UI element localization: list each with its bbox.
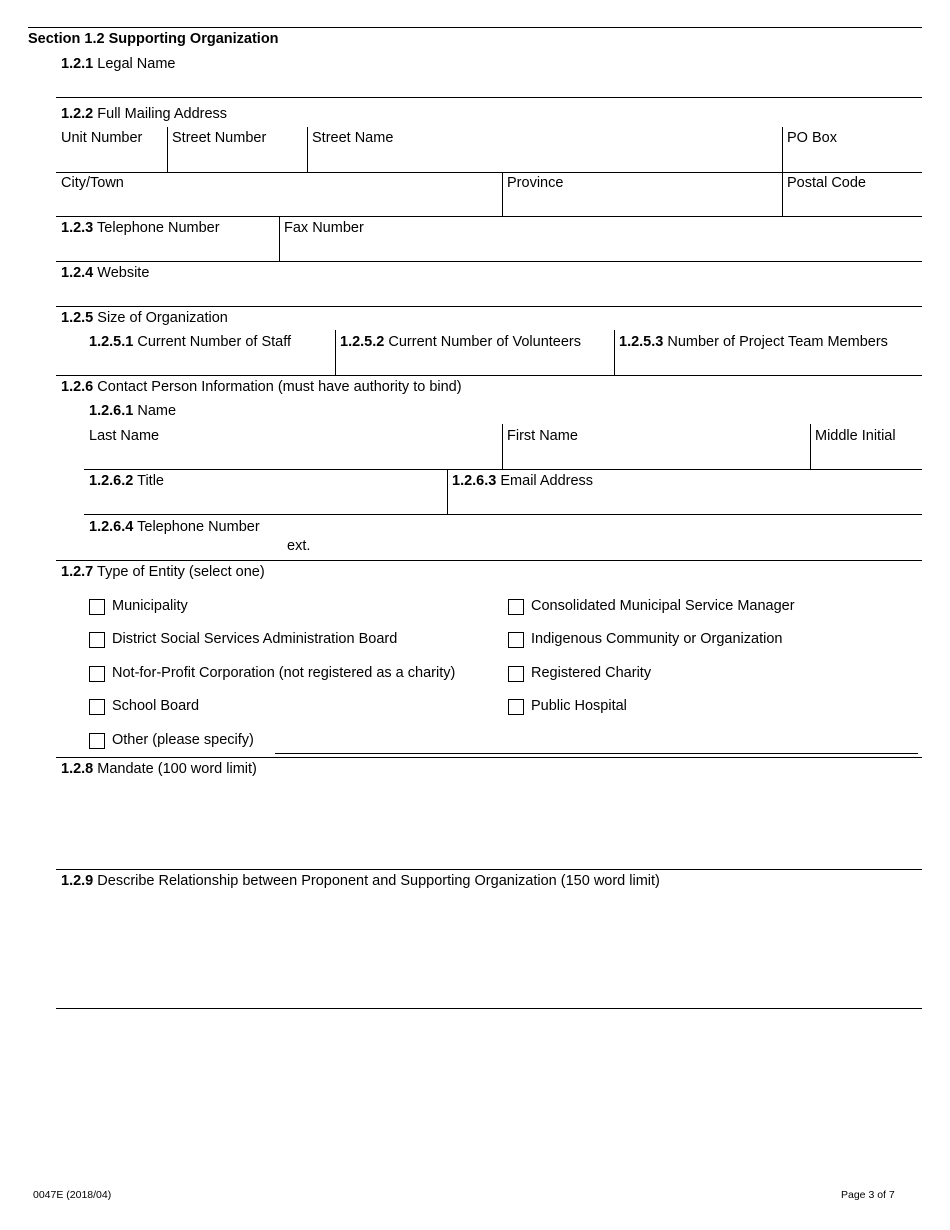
entity-type-label: 1.2.7 Type of Entity (select one) [61, 564, 265, 580]
section-top-rule [28, 27, 922, 28]
mandate-label: 1.2.8 Mandate (100 word limit) [61, 761, 257, 777]
last-name-field[interactable] [84, 447, 502, 469]
option-not-for-profit: Not-for-Profit Corporation (not registered as a charity) [112, 665, 456, 681]
divider [56, 97, 922, 98]
contact-person-label: 1.2.6 Contact Person Information (must have authority to bind) [61, 379, 462, 395]
middle-initial-field[interactable] [811, 447, 922, 469]
postal-code-label: Postal Code [787, 175, 866, 191]
option-school-board: School Board [112, 698, 200, 714]
unit-number-field[interactable] [56, 148, 167, 172]
checkbox-school-board[interactable] [89, 699, 105, 715]
checkbox-indigenous[interactable] [508, 632, 524, 648]
checkbox-municipality[interactable] [89, 599, 105, 615]
divider [56, 172, 922, 173]
option-cmsm: Consolidated Municipal Service Manager [531, 598, 795, 614]
first-name-field[interactable] [503, 447, 810, 469]
relationship-field[interactable] [56, 893, 922, 1008]
first-name-label: First Name [507, 428, 578, 444]
website-label: 1.2.4 Website [61, 265, 150, 281]
telephone-label: 1.2.3 Telephone Number [61, 220, 220, 236]
option-dssab: District Social Services Administration Board [112, 631, 398, 647]
street-name-field[interactable] [308, 148, 782, 172]
contact-phone-label: 1.2.6.4 Telephone Number [89, 519, 260, 535]
contact-title-field[interactable] [84, 492, 447, 514]
option-indigenous: Indigenous Community or Organization [531, 631, 783, 647]
divider [56, 1008, 922, 1009]
section-title: Section 1.2 Supporting Organization [28, 31, 279, 47]
po-box-label: PO Box [787, 130, 837, 146]
option-municipality: Municipality [112, 598, 188, 614]
po-box-field[interactable] [783, 148, 922, 172]
size-label: 1.2.5 Size of Organization [61, 310, 228, 326]
province-field[interactable] [503, 194, 782, 216]
contact-title-label: 1.2.6.2 Title [89, 473, 164, 489]
specify-underline [275, 753, 918, 754]
unit-number-label: Unit Number [61, 130, 143, 146]
divider [56, 869, 922, 870]
divider [84, 469, 922, 470]
page-number: Page 3 of 7 [841, 1189, 895, 1201]
contact-phone-field[interactable] [84, 538, 284, 560]
legal-name-label: 1.2.1 Legal Name [61, 56, 176, 72]
option-public-hospital: Public Hospital [531, 698, 627, 714]
divider [56, 306, 922, 307]
contact-email-label: 1.2.6.3 Email Address [452, 473, 594, 489]
postal-code-field[interactable] [783, 194, 922, 216]
volunteers-field[interactable] [336, 353, 614, 375]
ext-label: ext. [287, 538, 311, 554]
fax-field[interactable] [280, 239, 922, 261]
option-registered-charity: Registered Charity [531, 665, 652, 681]
telephone-field[interactable] [56, 239, 279, 261]
checkbox-public-hospital[interactable] [508, 699, 524, 715]
province-label: Province [507, 175, 564, 191]
mandate-field[interactable] [56, 781, 922, 869]
mailing-address-label: 1.2.2 Full Mailing Address [61, 106, 228, 122]
option-other: Other (please specify) [112, 732, 254, 748]
street-number-label: Street Number [172, 130, 267, 146]
divider [56, 216, 922, 217]
form-id: 0047E (2018/04) [33, 1189, 112, 1201]
middle-initial-label: Middle Initial [815, 428, 896, 444]
city-field[interactable] [56, 194, 502, 216]
contact-ext-field[interactable] [315, 538, 922, 560]
divider [56, 261, 922, 262]
volunteers-label: 1.2.5.2 Current Number of Volunteers [340, 334, 581, 350]
team-members-label: 1.2.5.3 Number of Project Team Members [619, 334, 888, 350]
other-specify-field[interactable] [275, 731, 918, 753]
divider [56, 375, 922, 376]
divider [56, 757, 922, 758]
staff-field[interactable] [84, 353, 335, 375]
relationship-label: 1.2.9 Describe Relationship between Proponent and Supporting Organization (150 word limit) [61, 873, 660, 889]
checkbox-not-for-profit[interactable] [89, 666, 105, 682]
checkbox-other[interactable] [89, 733, 105, 749]
checkbox-cmsm[interactable] [508, 599, 524, 615]
staff-label: 1.2.5.1 Current Number of Staff [89, 334, 292, 350]
street-name-label: Street Name [312, 130, 394, 146]
contact-email-field[interactable] [448, 492, 922, 514]
divider [84, 514, 922, 515]
street-number-field[interactable] [168, 148, 307, 172]
contact-name-label: 1.2.6.1 Name [89, 403, 177, 419]
divider [56, 560, 922, 561]
legal-name-field[interactable] [56, 76, 922, 97]
checkbox-dssab[interactable] [89, 632, 105, 648]
team-members-field[interactable] [615, 353, 922, 375]
website-field[interactable] [56, 284, 922, 306]
checkbox-registered-charity[interactable] [508, 666, 524, 682]
fax-label: Fax Number [284, 220, 364, 236]
last-name-label: Last Name [89, 428, 160, 444]
city-label: City/Town [61, 175, 124, 191]
